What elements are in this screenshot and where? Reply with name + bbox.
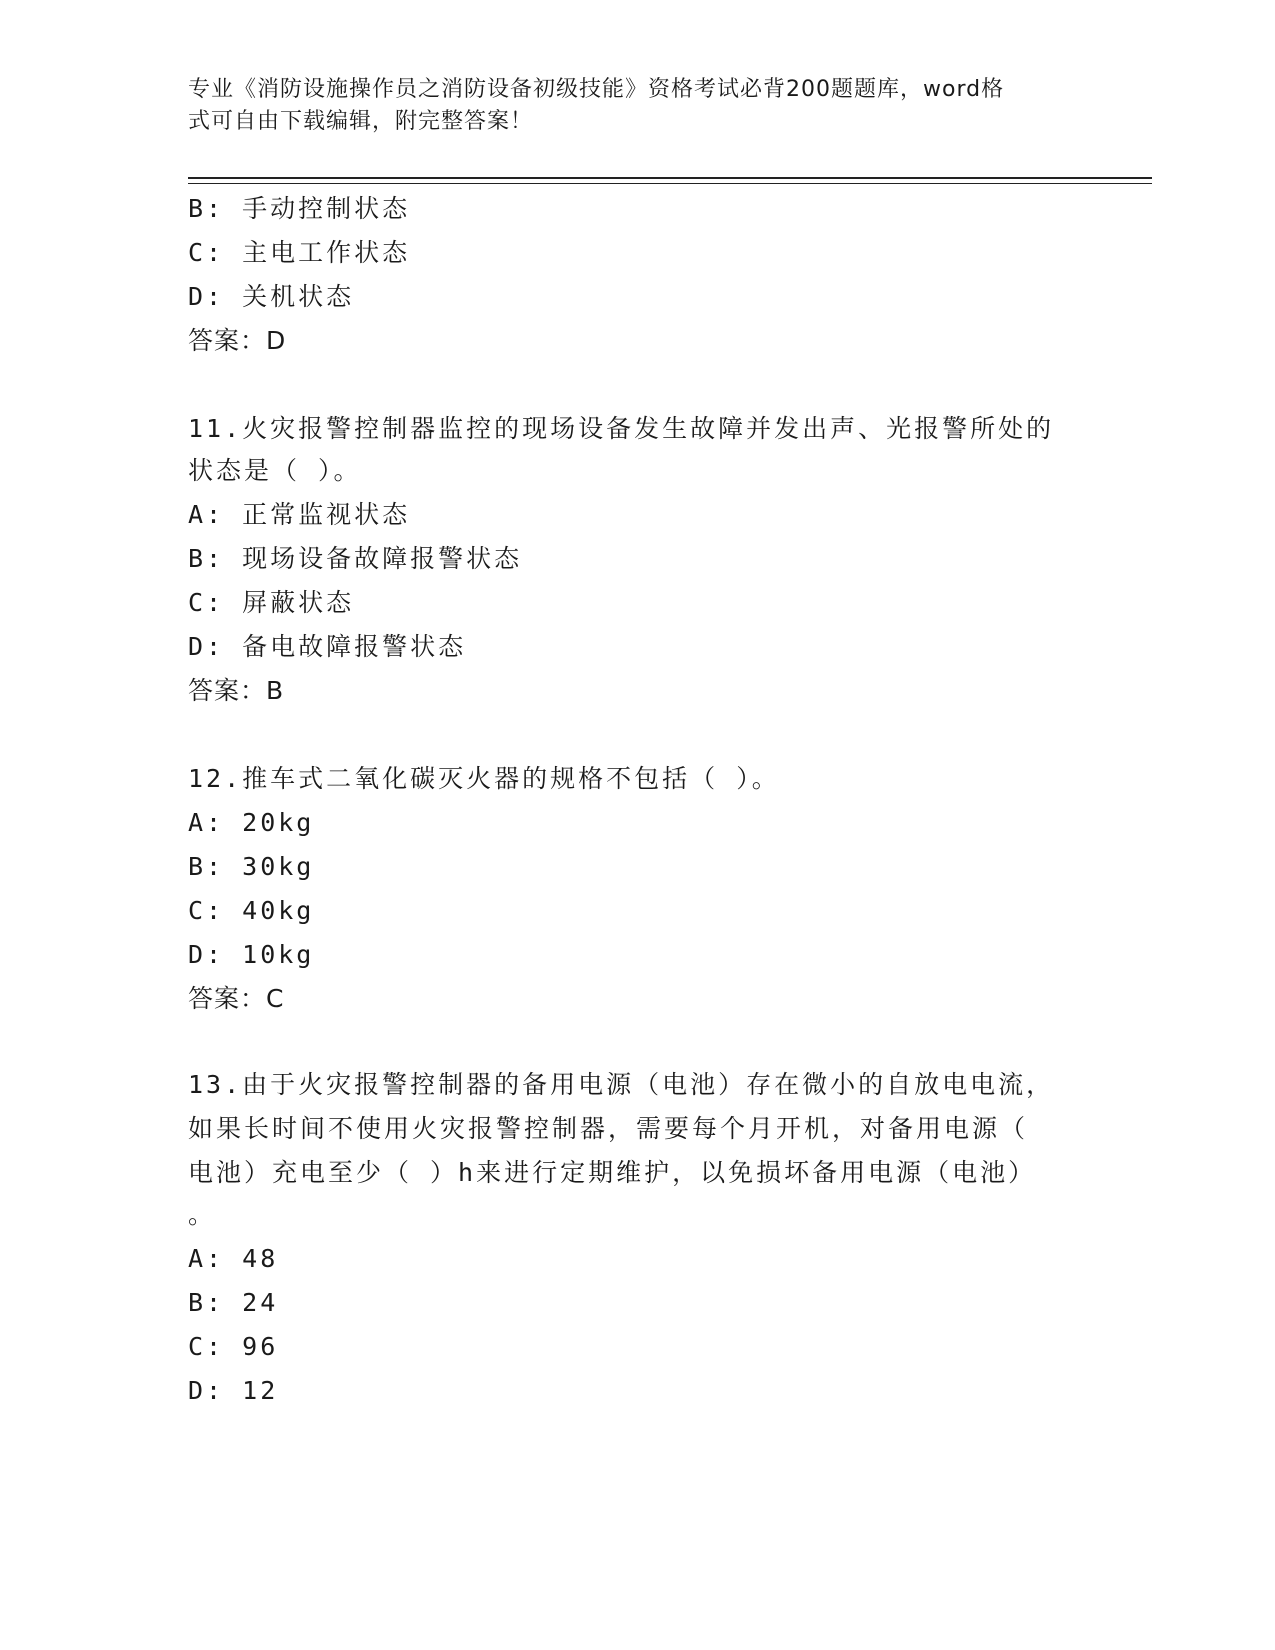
header-line-2: 式可自由下载编辑，附完整答案！: [188, 109, 534, 134]
q11-option-d: D: 备电故障报警状态: [188, 632, 467, 661]
q13-option-c: C: 96: [188, 1332, 279, 1361]
q13-stem-line-2: 如果长时间不使用火灾报警控制器，需要每个月开机，对备用电源（: [188, 1114, 1029, 1143]
q12-answer: 答案：C: [188, 984, 285, 1013]
q10-answer: 答案：D: [188, 326, 287, 355]
q10-option-c: C: 主电工作状态: [188, 238, 411, 267]
header-rule-thin: [188, 183, 1152, 184]
q10-option-d: D: 关机状态: [188, 282, 355, 311]
q11-option-a: A: 正常监视状态: [188, 500, 411, 529]
q13-stem-line-1: 13.由于火灾报警控制器的备用电源（电池）存在微小的自放电电流，: [188, 1070, 1055, 1099]
q12-stem-line-1: 12.推车式二氧化碳灭火器的规格不包括（ ）。: [188, 764, 780, 793]
q13-stem-line-3: 电池）充电至少（ ）h来进行定期维护，以免损坏备用电源（电池）: [188, 1158, 1037, 1187]
q10-option-b: B: 手动控制状态: [188, 194, 411, 223]
q11-answer: 答案：B: [188, 676, 285, 705]
q13-option-a: A: 48: [188, 1244, 279, 1273]
q13-option-b: B: 24: [188, 1288, 279, 1317]
q13-stem-line-4: 。: [188, 1200, 217, 1229]
header-rule-thick: [188, 177, 1152, 179]
q11-option-c: C: 屏蔽状态: [188, 588, 355, 617]
q12-option-b: B: 30kg: [188, 852, 315, 881]
q12-option-c: C: 40kg: [188, 896, 315, 925]
document-header: [188, 74, 1068, 138]
q12-option-a: A: 20kg: [188, 808, 315, 837]
q11-option-b: B: 现场设备故障报警状态: [188, 544, 523, 573]
q13-option-d: D: 12: [188, 1376, 279, 1405]
q11-stem-line-2: 状态是（ ）。: [188, 456, 362, 485]
q12-option-d: D: 10kg: [188, 940, 315, 969]
header-line-1: 专业《消防设施操作员之消防设备初级技能》资格考试必背200题题库，word格: [188, 77, 1005, 102]
q11-stem-line-1: 11.火灾报警控制器监控的现场设备发生故障并发出声、光报警所处的: [188, 414, 1055, 443]
